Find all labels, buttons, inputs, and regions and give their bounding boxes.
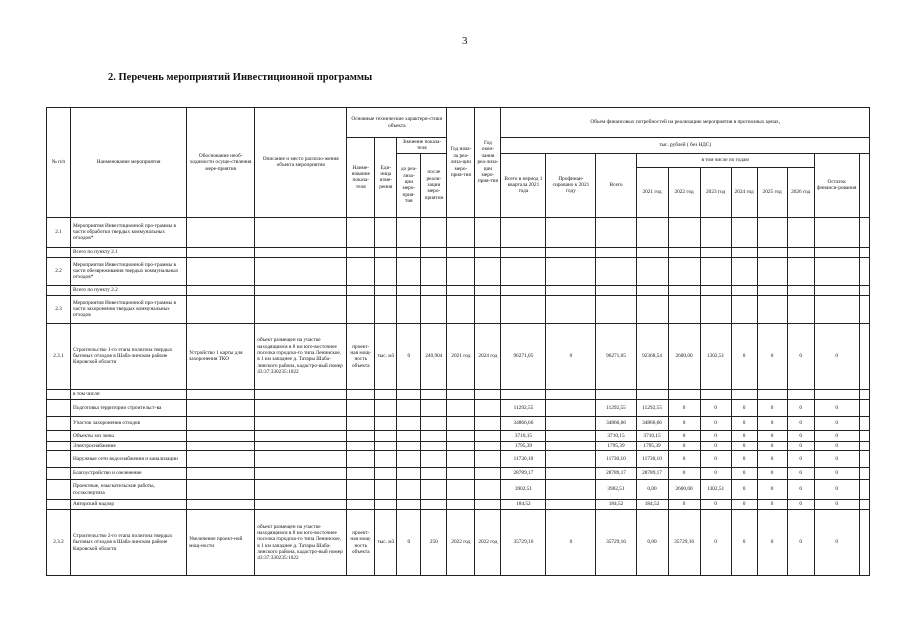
sub-2021: 3710,15 (636, 430, 668, 441)
row-tech-after: 250 (421, 510, 447, 576)
row-2026: 0 (787, 323, 814, 389)
row-name: Строительство 2-го этапа полигона твердых бытовых отходов в Шаба-линском районе Кировской области (71, 510, 187, 576)
sub-remainder: 0 (814, 500, 859, 510)
row-tech-name: проект-ная мощ-ность объекта (347, 323, 375, 389)
sub-2026: 0 (787, 500, 814, 510)
col-2026: 2026 год (787, 167, 814, 217)
sub-2021: 0,00 (636, 480, 668, 500)
row-fin-total: 35729,16 (596, 510, 636, 576)
col-2024: 2024 год (731, 167, 757, 217)
sub-2025: 0 (757, 416, 787, 430)
col-justification: Обоснование необ-ходимости осуще-ствления мере-приятия (187, 108, 255, 218)
sub-remainder: 0 (814, 480, 859, 500)
sub-2024: 0 (731, 430, 757, 441)
table-row (47, 451, 870, 468)
row-fin-before: 96271,05 (501, 323, 546, 389)
sub-2022: 0 (668, 430, 700, 441)
row-name: Строительство 1-го этапа полигона твердых бытовых отходов в Шаба-линском районе Кировской области (71, 323, 187, 389)
sub-remainder: 0 (814, 468, 859, 480)
sub-remainder: 0 (814, 416, 859, 430)
row-justification: Увеличение проект-ной мощ-ности (187, 510, 255, 576)
sub-2024: 0 (731, 500, 757, 510)
col-fin-before: Всего в период 1 квартала 2021 года (501, 153, 546, 217)
row-name: Мероприятия Инвестиционной про-граммы в части захоронения твердых коммунальных отходов (71, 295, 187, 323)
table-row (47, 416, 870, 430)
col-2025: 2025 год (757, 167, 787, 217)
sub-2023: 0 (700, 441, 731, 450)
sub-2024: 0 (731, 399, 757, 416)
row-num: 2.3.2 (47, 510, 71, 576)
sub-2023: 1302,51 (700, 480, 731, 500)
row-year-end: 2022 год (475, 510, 501, 576)
sub-fin-before: 28789,17 (501, 468, 546, 480)
sub-2021: 11730,10 (636, 451, 668, 468)
col-year-end: Год окон-чания реа-лиза-ции меро-прия-тия (475, 108, 501, 218)
sub-fin-before: 3902,51 (501, 480, 546, 500)
sub-name: Объекты хоз зоны (71, 430, 187, 441)
col-description: Описание и место располо-жения объекта мероприятия (255, 108, 347, 218)
sub-2026: 0 (787, 430, 814, 441)
row-description: объект размещен на участке находящимся в 8 км юго-восточнее поселка городско-го типа Ленинское, в 1 км западнее д. Татары Шаба-линского района, кадастро-вый номер 43:37:330235:1022 (255, 510, 347, 576)
row-tech-before: 0 (397, 510, 421, 576)
sub-fin-before: 1795,39 (501, 441, 546, 450)
table-row (47, 500, 870, 510)
row-num: 2.2 (47, 257, 71, 285)
table-row (47, 441, 870, 450)
sub-fin-total: 11730,10 (596, 451, 636, 468)
sub-name: Подготовка территории строительст-ва (71, 399, 187, 416)
col-year-start: Год нача-ла реа-лиза-ции меро-прия-тия (447, 108, 475, 218)
sub-2025: 0 (757, 441, 787, 450)
sub-2025: 0 (757, 399, 787, 416)
col-name: Наименование мероприятия (71, 108, 187, 218)
row-tech-unit: тыс. м3 (375, 323, 397, 389)
row-year-start: 2022 год (447, 510, 475, 576)
col-remainder: Остаток финанси-рования (814, 153, 859, 217)
row-2022: 2600,00 (668, 323, 700, 389)
sub-2023: 0 (700, 399, 731, 416)
col-fin-financed: Профинан-сировано к 2021 году (546, 153, 596, 217)
row-fin-total: 96271,05 (596, 323, 636, 389)
sub-remainder: 0 (814, 399, 859, 416)
sub-2021: 184,52 (636, 500, 668, 510)
sub-name: Благоустройство и озеленение (71, 468, 187, 480)
section-title: 2. Перечень мероприятий Инвестиционной программы (108, 72, 373, 83)
row-total: Всего по пункту 2.1 (71, 247, 187, 257)
col-fin-unit: тыс. рублей ( без НДС) (501, 138, 870, 154)
sub-2025: 0 (757, 468, 787, 480)
table-row (47, 480, 870, 500)
row-description: объект размещен на участке находящимся в 8 км юго-восточнее поселка городско-го типа Ленинское, в 1 км западнее д. Татары Шаба-линского района, кадастро-вый номер 43:37:330235:1022 (255, 323, 347, 389)
row-2023: 0 (700, 510, 731, 576)
sub-fin-before: 34866,66 (501, 416, 546, 430)
table-row (47, 510, 870, 576)
sub-2022: 0 (668, 451, 700, 468)
page-number: 3 (462, 35, 468, 47)
sub-2021: 28789,17 (636, 468, 668, 480)
row-2025: 0 (757, 510, 787, 576)
row-tech-after: 240,904 (421, 323, 447, 389)
col-tech-before: до реа-лиза-ции меро-прия-тия (397, 153, 421, 217)
row-2021: 92368,54 (636, 323, 668, 389)
row-year-end: 2024 год (475, 323, 501, 389)
col-fin-total: Всего (596, 153, 636, 217)
sub-fin-total: 11292,55 (596, 399, 636, 416)
sub-2023: 0 (700, 500, 731, 510)
table-row (47, 257, 870, 285)
sub-fin-total: 1795,39 (596, 441, 636, 450)
sub-2025: 0 (757, 480, 787, 500)
sub-fin-before: 11730,10 (501, 451, 546, 468)
sub-name: Авторский надзор (71, 500, 187, 510)
row-tech-before: 0 (397, 323, 421, 389)
row-num: 2.1 (47, 217, 71, 247)
sub-remainder: 0 (814, 451, 859, 468)
table-row (47, 389, 870, 399)
sub-fin-before: 3710,15 (501, 430, 546, 441)
row-remainder: 0 (814, 323, 859, 389)
row-2022: 35729,16 (668, 510, 700, 576)
row-incl: в том числе: (71, 389, 187, 399)
sub-2026: 0 (787, 399, 814, 416)
row-fin-financed: 0 (546, 510, 596, 576)
sub-2022: 2600,00 (668, 480, 700, 500)
sub-2024: 0 (731, 468, 757, 480)
sub-2024: 0 (731, 451, 757, 468)
col-tech-after: после реали-зации меро-приятия (421, 153, 447, 217)
row-name: Мероприятия Инвестиционной про-граммы в части обработки твердых коммунальных отходов* (71, 217, 187, 247)
sub-name: Наружные сети водоснабжения и канализации (71, 451, 187, 468)
sub-2022: 0 (668, 416, 700, 430)
row-name: Мероприятия Инвестиционной про-граммы в части обезвреживания твердых коммунальных отходов* (71, 257, 187, 285)
sub-2022: 0 (668, 468, 700, 480)
sub-fin-total: 28789,17 (596, 468, 636, 480)
table-row (47, 430, 870, 441)
row-year-start: 2021 год (447, 323, 475, 389)
sub-fin-total: 3710,15 (596, 430, 636, 441)
col-2021: 2021 год (636, 167, 668, 217)
row-total: Всего по пункту 2.2 (71, 285, 187, 295)
row-2024: 0 (731, 323, 757, 389)
sub-name: Участок захоронения отходов (71, 416, 187, 430)
sub-2025: 0 (757, 500, 787, 510)
row-fin-financed: 0 (546, 323, 596, 389)
sub-2025: 0 (757, 451, 787, 468)
sub-name: Электроснабжение (71, 441, 187, 450)
sub-fin-total: 184,52 (596, 500, 636, 510)
col-2022: 2022 год (668, 167, 700, 217)
sub-2023: 0 (700, 451, 731, 468)
row-2023: 1302,51 (700, 323, 731, 389)
sub-2026: 0 (787, 441, 814, 450)
sub-2026: 0 (787, 416, 814, 430)
row-justification: Устройство 1 карты для захоронения ТКО (187, 323, 255, 389)
table-row (47, 323, 870, 389)
sub-2026: 0 (787, 451, 814, 468)
sub-fin-total: 3902,51 (596, 480, 636, 500)
sub-2024: 0 (731, 416, 757, 430)
sub-2021: 1795,39 (636, 441, 668, 450)
investment-table (46, 107, 870, 576)
row-2024: 0 (731, 510, 757, 576)
table-row (47, 399, 870, 416)
row-num: 2.3.1 (47, 323, 71, 389)
sub-2021: 34866,66 (636, 416, 668, 430)
sub-2023: 0 (700, 468, 731, 480)
sub-name: Проектные, изыскательские работы, госэкспертиза (71, 480, 187, 500)
sub-2023: 0 (700, 416, 731, 430)
sub-2023: 0 (700, 430, 731, 441)
col-tech-unit: Еди-ница изме-рения (375, 138, 397, 218)
row-fin-before: 35729,16 (501, 510, 546, 576)
col-tech-name: Наиме-нование показа-теля (347, 138, 375, 218)
row-2021: 0,00 (636, 510, 668, 576)
col-tech-values: Значение показа-теля (397, 138, 447, 154)
sub-2026: 0 (787, 480, 814, 500)
col-num: № п/п (47, 108, 71, 218)
sub-remainder: 0 (814, 430, 859, 441)
table-row (47, 468, 870, 480)
sub-fin-before: 184,52 (501, 500, 546, 510)
sub-2025: 0 (757, 430, 787, 441)
row-num: 2.3 (47, 295, 71, 323)
row-2026: 0 (787, 510, 814, 576)
col-blank (859, 153, 869, 217)
col-fin-years: в том числе по годам (636, 153, 814, 167)
sub-2021: 11292,55 (636, 399, 668, 416)
table-row (47, 217, 870, 247)
sub-2024: 0 (731, 480, 757, 500)
sub-remainder: 0 (814, 441, 859, 450)
row-tech-unit: тыс. м3 (375, 510, 397, 576)
row-tech-name: проект-ная мощ-ность объекта (347, 510, 375, 576)
col-2023: 2023 год (700, 167, 731, 217)
sub-2026: 0 (787, 468, 814, 480)
table-row (47, 247, 870, 257)
sub-2022: 0 (668, 441, 700, 450)
row-remainder: 0 (814, 510, 859, 576)
sub-fin-before: 11292,55 (501, 399, 546, 416)
sub-2022: 0 (668, 500, 700, 510)
col-fin-group: Объем финансовых потребностей на реализацию мероприятия в прогнозных ценах, (501, 108, 870, 138)
table-row (47, 285, 870, 295)
table-row (47, 295, 870, 323)
sub-2024: 0 (731, 441, 757, 450)
sub-2022: 0 (668, 399, 700, 416)
col-tech-group: Основные технические характери-стики объекта (347, 108, 447, 138)
row-2025: 0 (757, 323, 787, 389)
sub-fin-total: 34866,66 (596, 416, 636, 430)
